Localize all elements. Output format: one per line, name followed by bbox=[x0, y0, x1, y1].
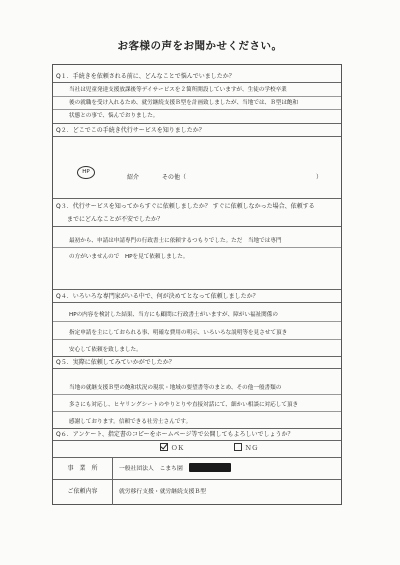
ok-checkbox-checked[interactable] bbox=[160, 443, 168, 451]
answer-5-line-2: 多さにも対応し、ヒヤリングシートのやりとりや直接対話にて、細かい相談に対応して頂き bbox=[69, 402, 299, 408]
request-label: ご依頼内容 bbox=[67, 488, 98, 495]
question-3: Q３．代行サービスを知ってからすぐに依頼しましたか？ すぐに依頼しなかった場合、依頼する bbox=[56, 203, 315, 210]
question-3-continued: までにどんなことが不安でしたか？ bbox=[67, 216, 164, 223]
page-title: お客様の声をお聞かせください。 bbox=[117, 40, 283, 52]
ng-checkbox[interactable] bbox=[234, 443, 242, 451]
consent-ok[interactable]: ＯＫ bbox=[160, 443, 184, 452]
question-6: Q６．アンケート、指定書のコピーをホームページ等で公開してもよろしいでしょうか？ bbox=[56, 431, 294, 438]
answer-1-line-2: 後の就職を受け入れるため、就労継続支援Ｂ型を計画致しましたが、当地では、Ｂ型は飽和 bbox=[69, 100, 299, 106]
redaction-bar bbox=[189, 463, 231, 472]
answer-5-line-3: 感謝しております。信頼できる社労士さんです。 bbox=[69, 419, 192, 425]
question-5: Q５．実際に依頼してみていかがでしたか？ bbox=[56, 359, 175, 366]
office-value: 一般社団法人 こまち園 bbox=[119, 463, 231, 472]
option-referral: 紹介 bbox=[127, 174, 140, 181]
answer-4-line-1: HPの内容を検討した結果、当方にも顧問に行政書士がいますが、障がい福祉関係の bbox=[69, 312, 278, 318]
question-4: Q４．いろいろな専門家がいる中で、何が決めてとなって依頼しましたか？ bbox=[56, 293, 259, 300]
request-value: 就労移行支援・就労継続支援Ｂ型 bbox=[119, 489, 206, 495]
answer-3-line-1: 最初から、申請は申請専門の行政書士に依頼するつもりでした。ただ 当地では専門 bbox=[69, 238, 282, 244]
answer-4-line-3: 安心して依頼を致しました。 bbox=[69, 347, 142, 353]
consent-ng[interactable]: ＮＧ bbox=[234, 443, 258, 452]
option-hp-circled: HP bbox=[77, 166, 95, 179]
office-label: 事 業 所 bbox=[67, 465, 98, 472]
option-other: その他（ bbox=[162, 174, 187, 181]
question-1: Q１．手続きを依頼される前に、どんなことで悩んでいましたか？ bbox=[56, 73, 235, 80]
answer-1-line-3: 状態との事で、悩んでおりました。 bbox=[69, 113, 159, 119]
answer-1-line-1: 当社は児童発達支援放課後等デイサービスを２箇所開設していますが、生徒の学校卒業 bbox=[69, 87, 287, 93]
question-2: Q２．どこでこの手続き代行サービスを知りましたか？ bbox=[56, 127, 205, 134]
answer-4-line-2: 指定申請を主にしておられる事、明確な費用の明示、いろいろな説明等を見させて頂き bbox=[69, 330, 288, 336]
answer-5-line-1: 当地の就継支援Ｂ型の飽和状況の現状・地域の要望書等のまとめ、その他一般書類の bbox=[69, 385, 282, 391]
survey-form bbox=[52, 64, 342, 505]
answer-3-line-2: の方がいませんので HPを見て依頼しました。 bbox=[69, 254, 189, 260]
option-other-close: ） bbox=[316, 174, 323, 181]
